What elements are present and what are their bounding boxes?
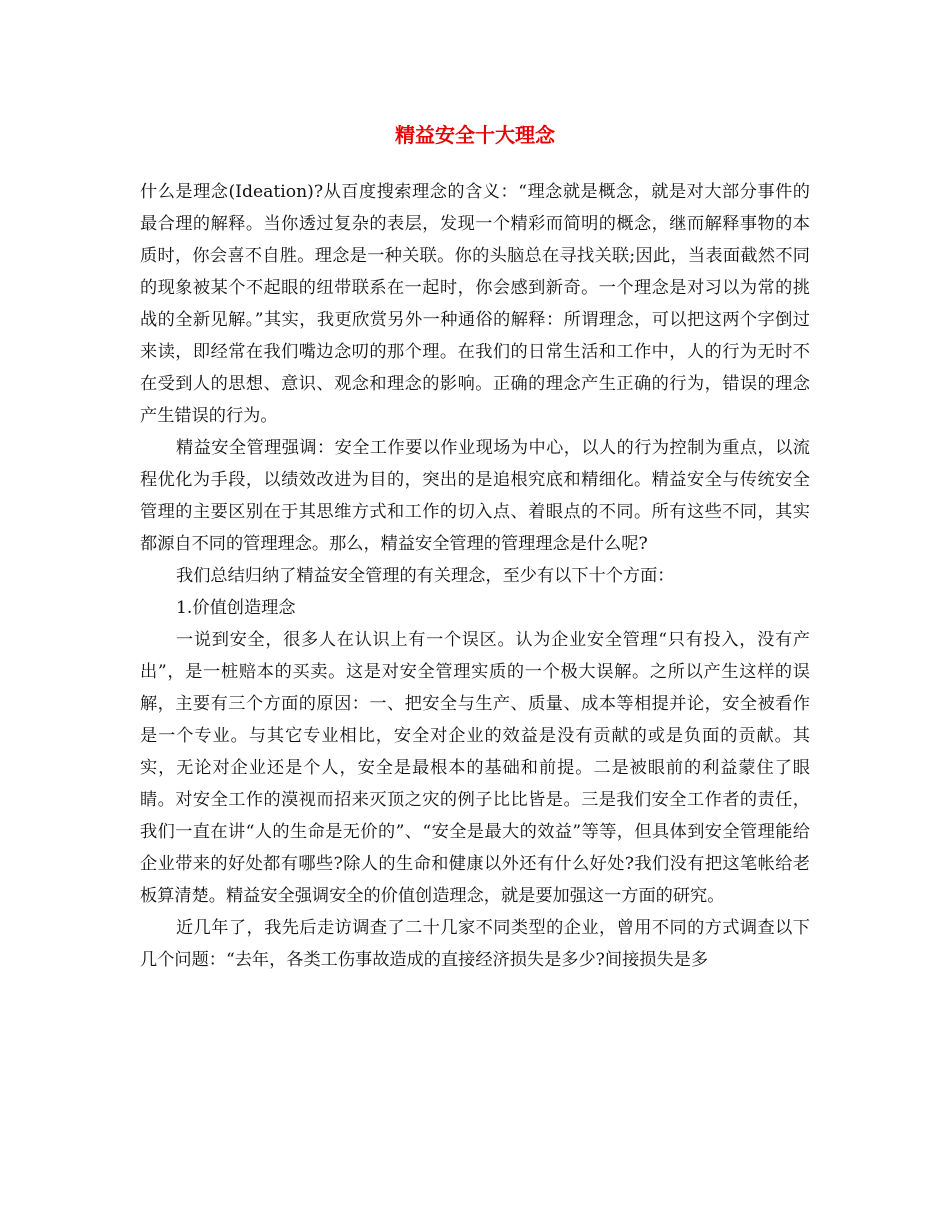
paragraph-survey: 近几年了，我先后走访调查了二十几家不同类型的企业，曾用不同的方式调查以下几个问题：“去年，各类工伤事故造成的直接经济损失是多少?间接损失是多 bbox=[140, 918, 810, 970]
paragraph-value-creation: 一说到安全，很多人在认识上有一个误区。认为企业安全管理“只有投入，没有产出”，是一桩赔本的买卖。这是对安全管理实质的一个极大误解。之所以产生这样的误解，主要有三个方面的原因：一、把安全与生产、质量、成本等相提并论，安全被看作是一个专业。与其它专业相比，安全对企业的效益是没有贡献的或是负面的贡献。其实，无论对企业还是个人，安全是最根本的基础和前提。二是被眼前的利益蒙住了眼睛。对安全工作的漠视而招来灭顶之灾的例子比比皆是。三是我们安全工作者的责任，我们一直在讲“人的生命是无价的”、“安全是最大的效益”等等，但具体到安全管理能给企业带来的好处都有哪些?除人的生命和健康以外还有什么好处?我们没有把这笔帐给老板算清楚。精益安全强调安全的价值创造理念，就是要加强这一方面的研究。 bbox=[140, 630, 810, 906]
paragraph-summary-intro: 我们总结归纳了精益安全管理的有关理念，至少有以下十个方面： bbox=[176, 566, 675, 586]
section-heading-value-creation: 1.价值创造理念 bbox=[176, 598, 296, 618]
document-body bbox=[140, 176, 810, 976]
paragraph-ideation-definition: 什么是理念(Ideation)?从百度搜索理念的含义：“理念就是概念，就是对大部分事件的最合理的解释。当你透过复杂的表层，发现一个精彩而简明的概念，继而解释事物的本质时，你会喜不自胜。理念是一种关联。你的头脑总在寻找关联;因此，当表面截然不同的现象被某个不起眼的纽带联系在一起时，你会感到新奇。一个理念是对习以为常的挑战的全新见解。”其实，我更欣赏另外一种通俗的解释：所谓理念，可以把这两个字倒过来读，即经常在我们嘴边念叨的那个理。在我们的日常生活和工作中，人的行为无时不在受到人的思想、意识、观念和理念的影响。正确的理念产生正确的行为，错误的理念产生错误的行为。 bbox=[140, 182, 810, 426]
document-title: 精益安全十大理念 bbox=[395, 123, 555, 147]
paragraph-lean-safety-emphasis: 精益安全管理强调：安全工作要以作业现场为中心，以人的行为控制为重点，以流程优化为手段，以绩效改进为目的，突出的是追根究底和精细化。精益安全与传统安全管理的主要区别在于其思维方式和工作的切入点、着眼点的不同。所有这些不同，其实都源自不同的管理理念。那么，精益安全管理的管理理念是什么呢? bbox=[140, 438, 810, 554]
